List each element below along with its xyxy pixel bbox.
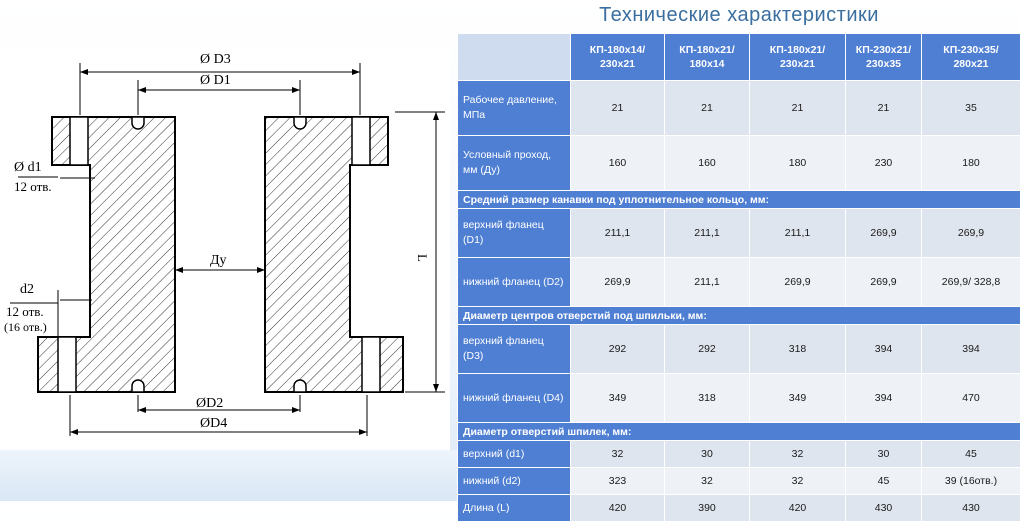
- row-label: Длина (L): [458, 495, 571, 522]
- table-cell: 45: [922, 441, 1020, 468]
- table-cell: 211,1: [571, 209, 665, 258]
- table-cell: 230: [846, 136, 922, 191]
- row-label: верхний фланец (D3): [458, 325, 571, 374]
- table-cell: 292: [665, 325, 750, 374]
- table-cell: 32: [750, 468, 846, 495]
- table-cell: 394: [922, 325, 1020, 374]
- groove-top-left: [132, 117, 144, 129]
- table-cell: 420: [571, 495, 665, 522]
- table-cell: 160: [571, 136, 665, 191]
- label-holes-12-bottom: 12 отв.: [6, 304, 44, 320]
- table-cell: 32: [665, 468, 750, 495]
- table-cell: 211,1: [750, 209, 846, 258]
- label-small-d1: Ø d1: [14, 160, 42, 176]
- table-cell: 32: [750, 441, 846, 468]
- spool-cross-section-drawing: [0, 48, 450, 450]
- label-holes-12: 12 отв.: [14, 179, 52, 195]
- row-label: Рабочее давление, МПа: [458, 81, 571, 136]
- section-heading: Средний размер канавки под уплотнительное кольцо, мм:: [458, 191, 1020, 209]
- bottom-right-bolt-hole: [362, 337, 380, 392]
- section-heading: Диаметр центров отверстий под шпильки, мм:: [458, 307, 1020, 325]
- top-right-bolt-hole: [352, 117, 370, 165]
- groove-bottom-right: [294, 380, 306, 392]
- table-cell: 269,9: [571, 258, 665, 307]
- table-cell: 160: [665, 136, 750, 191]
- table-cell: 21: [750, 81, 846, 136]
- table-cell: 30: [665, 441, 750, 468]
- table-row: [458, 441, 1020, 468]
- row-label: нижний (d2): [458, 468, 571, 495]
- table-row: [458, 81, 1020, 136]
- table-cell: 292: [571, 325, 665, 374]
- table-cell: 349: [750, 374, 846, 423]
- table-row: [458, 258, 1020, 307]
- table-row: [458, 325, 1020, 374]
- specifications-table: [457, 33, 1020, 522]
- table-cell: 21: [665, 81, 750, 136]
- table-cell: 32: [571, 441, 665, 468]
- table-cell: 211,1: [665, 209, 750, 258]
- section-row: [458, 423, 1020, 441]
- table-row: [458, 136, 1020, 191]
- section-row: [458, 307, 1020, 325]
- label-d2: d2: [20, 282, 34, 298]
- label-d1: Ø D1: [200, 73, 231, 89]
- column-header: КП-180х21/ 180х14: [665, 34, 750, 81]
- table-cell: 390: [665, 495, 750, 522]
- table-cell: 39 (16отв.): [922, 468, 1020, 495]
- table-cell: 394: [846, 325, 922, 374]
- row-label: Условный проход, мм (Ду): [458, 136, 571, 191]
- label-d4: ØD4: [200, 416, 227, 432]
- row-label: нижний фланец (D4): [458, 374, 571, 423]
- table-cell: 430: [922, 495, 1020, 522]
- table-row: [458, 374, 1020, 423]
- row-label: нижний фланец (D2): [458, 258, 571, 307]
- column-header: КП-230х35/ 280х21: [922, 34, 1020, 81]
- table-cell: 45: [846, 468, 922, 495]
- row-label: верхний фланец (D1): [458, 209, 571, 258]
- label-du: Ду: [210, 253, 227, 269]
- right-body-section: [265, 117, 403, 392]
- row-label: верхний (d1): [458, 441, 571, 468]
- column-header: КП-180х14/ 230х21: [571, 34, 665, 81]
- bottom-left-bolt-hole: [58, 337, 76, 392]
- section-row: [458, 191, 1020, 209]
- label-d2-diameter: ØD2: [196, 396, 223, 412]
- table-cell: 21: [571, 81, 665, 136]
- table-cell: 430: [846, 495, 922, 522]
- table-cell: 470: [922, 374, 1020, 423]
- table-row: [458, 468, 1020, 495]
- table-row: [458, 495, 1020, 522]
- table-cell: 269,9: [846, 258, 922, 307]
- table-cell: 323: [571, 468, 665, 495]
- table-header-row: [458, 34, 1020, 81]
- table-row: [458, 209, 1020, 258]
- column-header: КП-230х21/ 230х35: [846, 34, 922, 81]
- table-cell: 318: [750, 325, 846, 374]
- table-cell: 21: [846, 81, 922, 136]
- table-cell: 269,9: [922, 209, 1020, 258]
- bottom-decoration: [0, 450, 457, 501]
- table-cell: 394: [846, 374, 922, 423]
- label-length-l: L: [414, 254, 430, 262]
- label-d3: Ø D3: [200, 52, 231, 68]
- label-holes-16: (16 отв.): [4, 320, 47, 335]
- table-cell: 420: [750, 495, 846, 522]
- section-heading: Диаметр отверстий шпилек, мм:: [458, 423, 1020, 441]
- top-left-bolt-hole: [70, 117, 88, 165]
- groove-bottom-left: [132, 380, 144, 392]
- page-title: Технические характеристики: [458, 4, 1020, 27]
- table-cell: 318: [665, 374, 750, 423]
- table-cell: 180: [750, 136, 846, 191]
- groove-top-right: [294, 117, 306, 129]
- table-cell: 35: [922, 81, 1020, 136]
- technical-drawing-panel: [0, 48, 450, 450]
- table-corner-cell: [458, 34, 571, 81]
- column-header: КП-180х21/ 230х21: [750, 34, 846, 81]
- table-cell: 349: [571, 374, 665, 423]
- table-cell: 269,9/ 328,8: [922, 258, 1020, 307]
- table-cell: 269,9: [846, 209, 922, 258]
- table-cell: 211,1: [665, 258, 750, 307]
- table-cell: 269,9: [750, 258, 846, 307]
- table-cell: 30: [846, 441, 922, 468]
- table-cell: 180: [922, 136, 1020, 191]
